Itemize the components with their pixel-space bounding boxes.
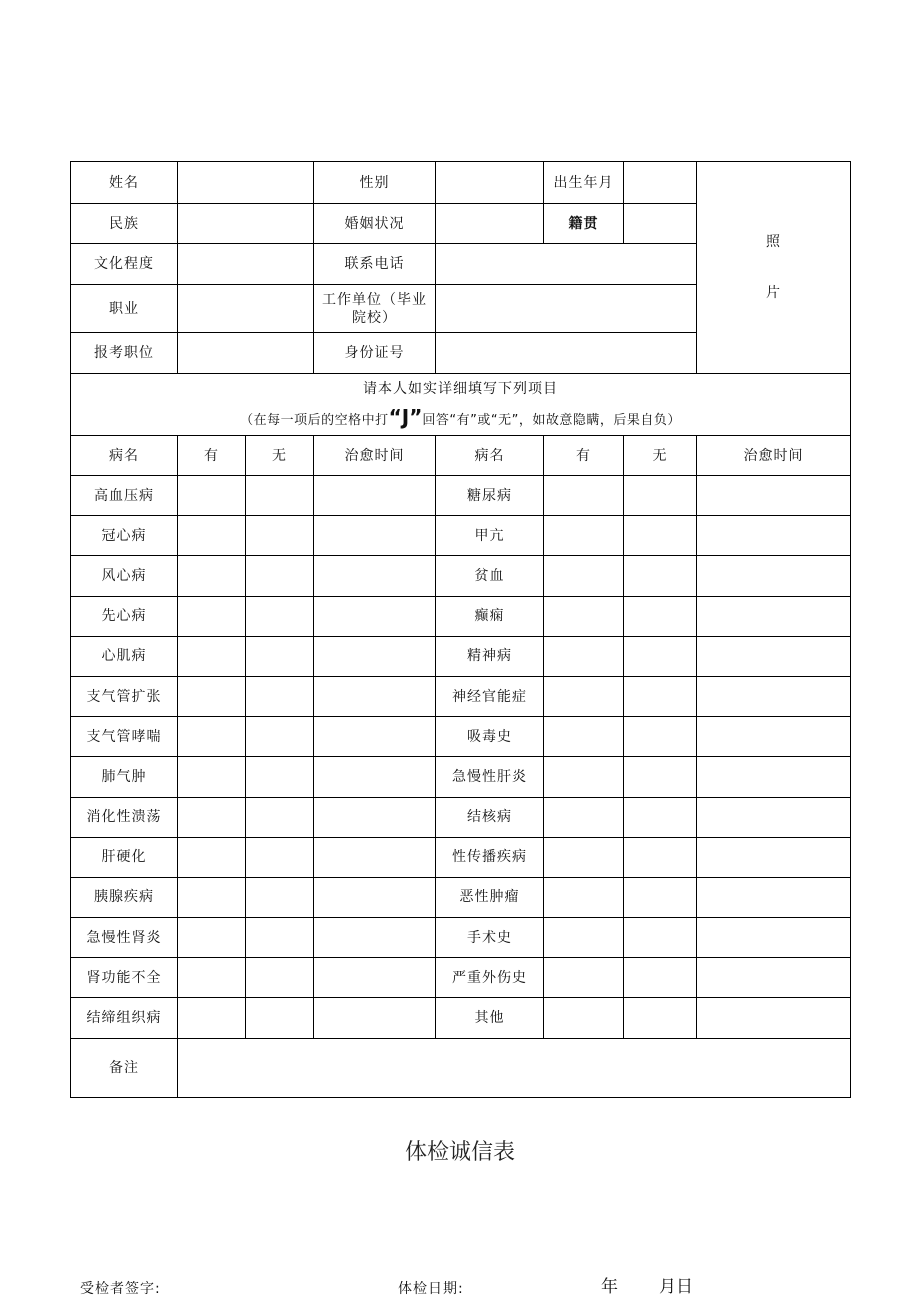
- yes-cell[interactable]: [544, 556, 624, 596]
- disease-name-right: 急慢性肝炎: [436, 757, 544, 797]
- instructions-line2: [71, 404, 850, 430]
- marital-status-label: 婚姻状况: [314, 204, 436, 244]
- cure-time-cell[interactable]: [697, 797, 851, 837]
- yes-cell[interactable]: [178, 717, 246, 757]
- cure-time-cell[interactable]: [314, 877, 436, 917]
- instructions-cell: [71, 374, 851, 436]
- no-cell[interactable]: [246, 717, 314, 757]
- disease-name-left: 心肌病: [71, 636, 178, 676]
- column-header-no: 无: [246, 436, 314, 476]
- employer-label-line1: 工作单位（毕业: [322, 291, 427, 308]
- disease-name-right: 手术史: [436, 918, 544, 958]
- cure-time-cell[interactable]: [314, 516, 436, 556]
- disease-name-left: 支气管哮喘: [71, 717, 178, 757]
- disease-name-right: 恶性肿瘤: [436, 877, 544, 917]
- disease-name-left: 冠心病: [71, 516, 178, 556]
- disease-row: [71, 636, 851, 676]
- no-cell[interactable]: [246, 837, 314, 877]
- no-cell[interactable]: [246, 476, 314, 516]
- cure-time-cell[interactable]: [697, 676, 851, 716]
- disease-name-right: 精神病: [436, 636, 544, 676]
- no-cell[interactable]: [624, 556, 697, 596]
- no-cell[interactable]: [246, 998, 314, 1038]
- cure-time-cell[interactable]: [314, 918, 436, 958]
- position-label: 报考职位: [71, 333, 178, 374]
- personal-info-row: [71, 162, 851, 204]
- column-header-disease: 病名: [436, 436, 544, 476]
- no-cell[interactable]: [624, 636, 697, 676]
- no-cell[interactable]: [246, 676, 314, 716]
- no-cell[interactable]: [624, 958, 697, 998]
- name-field[interactable]: [178, 162, 314, 204]
- ethnicity-field[interactable]: [178, 204, 314, 244]
- yes-cell[interactable]: [544, 757, 624, 797]
- disease-name-left: 风心病: [71, 556, 178, 596]
- yes-cell[interactable]: [544, 797, 624, 837]
- cure-time-cell[interactable]: [697, 476, 851, 516]
- cure-time-cell[interactable]: [697, 998, 851, 1038]
- yes-cell[interactable]: [544, 676, 624, 716]
- yes-cell[interactable]: [544, 837, 624, 877]
- cure-time-cell[interactable]: [697, 918, 851, 958]
- column-header-cure-time: 治愈时间: [314, 436, 436, 476]
- disease-name-right: 神经官能症: [436, 676, 544, 716]
- disease-row: [71, 516, 851, 556]
- disease-name-right: 癫痫: [436, 596, 544, 636]
- yes-cell[interactable]: [178, 596, 246, 636]
- yes-cell[interactable]: [178, 797, 246, 837]
- birth-date-label: 出生年月: [544, 162, 624, 204]
- yes-cell[interactable]: [544, 596, 624, 636]
- photo-box[interactable]: [697, 162, 851, 374]
- disease-name-left: 肾功能不全: [71, 958, 178, 998]
- exam-date-label: 体检日期:: [398, 1281, 464, 1297]
- disease-name-right: 贫血: [436, 556, 544, 596]
- cure-time-cell[interactable]: [697, 636, 851, 676]
- disease-name-left: 结缔组织病: [71, 998, 178, 1038]
- cure-time-cell[interactable]: [314, 717, 436, 757]
- instructions-row: [71, 374, 851, 436]
- yes-cell[interactable]: [178, 837, 246, 877]
- disease-name-left: 支气管扩张: [71, 676, 178, 716]
- yes-cell[interactable]: [544, 476, 624, 516]
- yes-cell[interactable]: [178, 476, 246, 516]
- no-cell[interactable]: [624, 918, 697, 958]
- yes-cell[interactable]: [178, 918, 246, 958]
- no-cell[interactable]: [624, 877, 697, 917]
- disease-row: [71, 837, 851, 877]
- remarks-field[interactable]: [178, 1038, 851, 1097]
- yes-cell[interactable]: [544, 877, 624, 917]
- education-field[interactable]: [178, 244, 314, 285]
- marital-status-field[interactable]: [436, 204, 544, 244]
- cure-time-cell[interactable]: [314, 757, 436, 797]
- occupation-label: 职业: [71, 285, 178, 333]
- gender-field[interactable]: [436, 162, 544, 204]
- yes-cell[interactable]: [544, 516, 624, 556]
- no-cell[interactable]: [246, 958, 314, 998]
- yes-cell[interactable]: [178, 516, 246, 556]
- yes-cell[interactable]: [178, 877, 246, 917]
- disease-name-right: 结核病: [436, 797, 544, 837]
- yes-cell[interactable]: [544, 918, 624, 958]
- employer-field[interactable]: [436, 285, 697, 333]
- cure-time-cell[interactable]: [314, 476, 436, 516]
- cure-time-cell[interactable]: [697, 757, 851, 797]
- yes-cell[interactable]: [178, 676, 246, 716]
- disease-name-left: 消化性溃荡: [71, 797, 178, 837]
- no-cell[interactable]: [246, 556, 314, 596]
- cure-time-cell[interactable]: [314, 958, 436, 998]
- column-header-disease: 病名: [71, 436, 178, 476]
- cure-time-cell[interactable]: [314, 797, 436, 837]
- no-cell[interactable]: [624, 998, 697, 1038]
- instructions-line1: 请本人如实详细填写下列项目: [363, 380, 558, 397]
- instructions-line2-prefix: （在每一项后的空格中打: [240, 412, 389, 428]
- disease-row: [71, 757, 851, 797]
- cure-time-cell[interactable]: [697, 556, 851, 596]
- disease-name-right: 糖尿病: [436, 476, 544, 516]
- month-day-label: 月日: [659, 1277, 693, 1297]
- yes-cell[interactable]: [544, 958, 624, 998]
- phone-field[interactable]: [436, 244, 697, 285]
- name-label: 姓名: [71, 162, 178, 204]
- cure-time-cell[interactable]: [697, 877, 851, 917]
- disease-name-right: 甲亢: [436, 516, 544, 556]
- id-number-field[interactable]: [436, 333, 697, 374]
- signature-label: 受检者签字:: [80, 1281, 161, 1297]
- photo-label-bottom: 片: [766, 285, 781, 301]
- position-field[interactable]: [178, 333, 314, 374]
- disease-name-left: 胰腺疾病: [71, 877, 178, 917]
- column-header-yes: 有: [178, 436, 246, 476]
- gender-label: 性别: [314, 162, 436, 204]
- employer-label-line2: 院校）: [352, 309, 397, 326]
- occupation-field[interactable]: [178, 285, 314, 333]
- ethnicity-label: 民族: [71, 204, 178, 244]
- no-cell[interactable]: [246, 797, 314, 837]
- page-title: 体检诚信表: [404, 1140, 515, 1165]
- cure-time-cell[interactable]: [314, 596, 436, 636]
- no-cell[interactable]: [246, 757, 314, 797]
- no-cell[interactable]: [624, 717, 697, 757]
- no-cell[interactable]: [246, 636, 314, 676]
- no-cell[interactable]: [624, 797, 697, 837]
- health-check-form-table: [70, 161, 851, 1098]
- column-header-yes: 有: [544, 436, 624, 476]
- disease-name-left: 先心病: [71, 596, 178, 636]
- yes-cell[interactable]: [544, 636, 624, 676]
- disease-name-right: 严重外伤史: [436, 958, 544, 998]
- no-cell[interactable]: [624, 837, 697, 877]
- employer-label: [314, 285, 436, 333]
- native-place-label: 籍贯: [544, 204, 624, 244]
- no-cell[interactable]: [246, 918, 314, 958]
- disease-row: [71, 476, 851, 516]
- cure-time-cell[interactable]: [314, 676, 436, 716]
- yes-cell[interactable]: [178, 556, 246, 596]
- cure-time-cell[interactable]: [697, 516, 851, 556]
- disease-row: [71, 877, 851, 917]
- no-cell[interactable]: [624, 596, 697, 636]
- column-header-no: 无: [624, 436, 697, 476]
- remarks-row: [71, 1038, 851, 1097]
- disease-name-right: 其他: [436, 998, 544, 1038]
- disease-name-right: 吸毒史: [436, 717, 544, 757]
- native-place-field[interactable]: [624, 204, 697, 244]
- yes-cell[interactable]: [544, 717, 624, 757]
- cure-time-cell[interactable]: [314, 556, 436, 596]
- remarks-label: 备注: [71, 1038, 178, 1097]
- disease-row: [71, 676, 851, 716]
- id-number-label: 身份证号: [314, 333, 436, 374]
- disease-name-left: 急慢性肾炎: [71, 918, 178, 958]
- check-mark-symbol: “J”: [388, 404, 423, 429]
- disease-name-left: 肺气肿: [71, 757, 178, 797]
- cure-time-cell[interactable]: [697, 596, 851, 636]
- yes-cell[interactable]: [178, 757, 246, 797]
- no-cell[interactable]: [624, 757, 697, 797]
- phone-label: 联系电话: [314, 244, 436, 285]
- disease-name-right: 性传播疾病: [436, 837, 544, 877]
- education-label: 文化程度: [71, 244, 178, 285]
- yes-cell[interactable]: [544, 998, 624, 1038]
- cure-time-cell[interactable]: [697, 717, 851, 757]
- disease-row: [71, 596, 851, 636]
- yes-cell[interactable]: [178, 998, 246, 1038]
- no-cell[interactable]: [624, 476, 697, 516]
- disease-row: [71, 717, 851, 757]
- disease-header-row: [71, 436, 851, 476]
- disease-row: [71, 556, 851, 596]
- disease-name-left: 高血压病: [71, 476, 178, 516]
- column-header-cure-time: 治愈时间: [697, 436, 851, 476]
- cure-time-cell[interactable]: [314, 998, 436, 1038]
- cure-time-cell[interactable]: [314, 636, 436, 676]
- no-cell[interactable]: [624, 676, 697, 716]
- disease-row: [71, 797, 851, 837]
- no-cell[interactable]: [246, 596, 314, 636]
- disease-row: [71, 958, 851, 998]
- instructions-line2-suffix: 回答“有”或“无”，如故意隐瞒，后果自负）: [422, 412, 681, 428]
- no-cell[interactable]: [624, 516, 697, 556]
- yes-cell[interactable]: [178, 958, 246, 998]
- disease-row: [71, 918, 851, 958]
- cure-time-cell[interactable]: [697, 837, 851, 877]
- disease-row: [71, 998, 851, 1038]
- cure-time-cell[interactable]: [314, 837, 436, 877]
- no-cell[interactable]: [246, 877, 314, 917]
- disease-name-left: 肝硬化: [71, 837, 178, 877]
- photo-label-top: 照: [766, 234, 781, 250]
- yes-cell[interactable]: [178, 636, 246, 676]
- cure-time-cell[interactable]: [697, 958, 851, 998]
- no-cell[interactable]: [246, 516, 314, 556]
- birth-date-field[interactable]: [624, 162, 697, 204]
- year-label: 年: [601, 1277, 618, 1297]
